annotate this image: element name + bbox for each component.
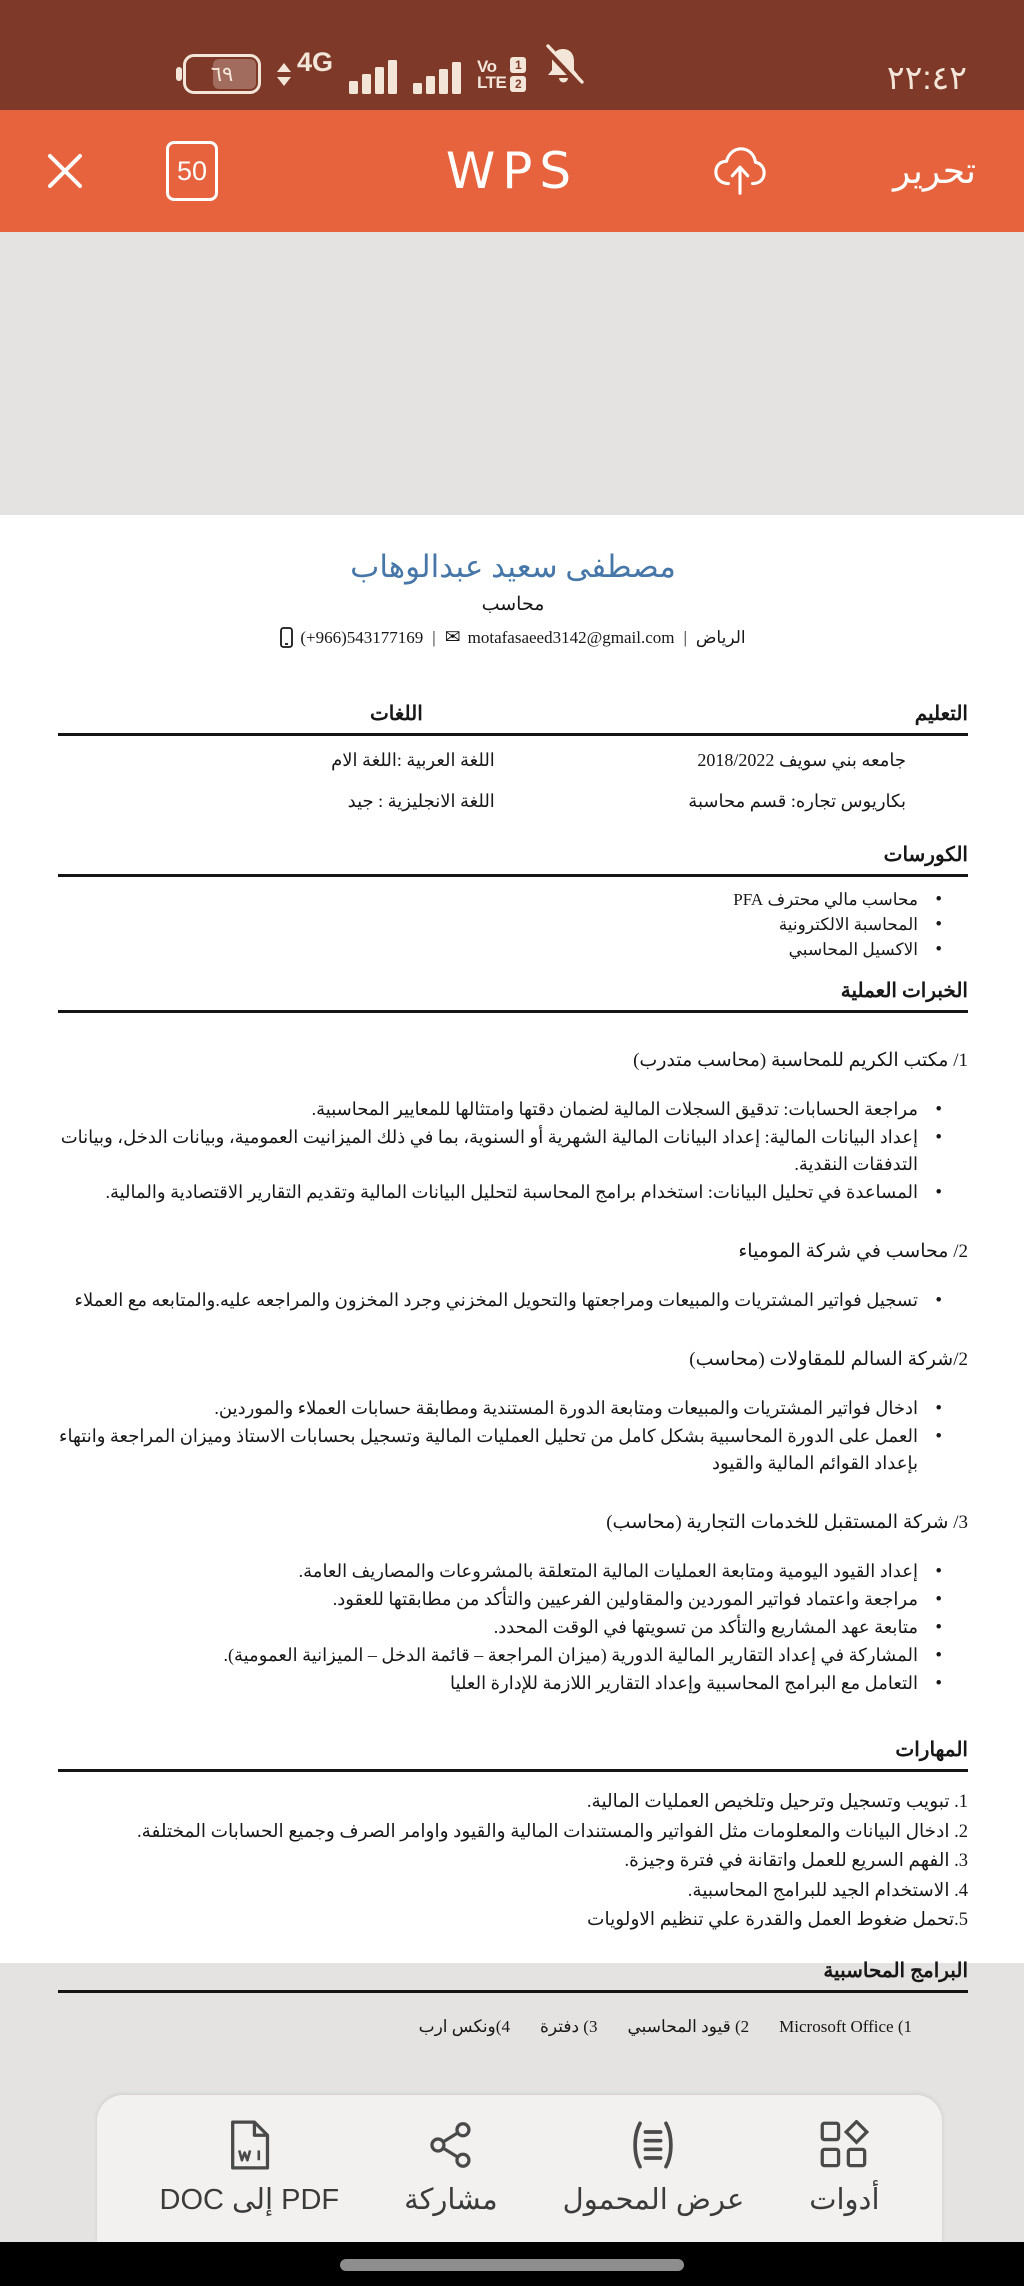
mobile-view-button[interactable] [563,2120,745,2217]
close-button[interactable] [42,148,88,194]
job-title: 1/ مكتب الكريم للمحاسبة (محاسب متدرب) [633,1050,968,1071]
section-heading-skills: المهارات [895,1739,968,1761]
section-heading-languages: اللغات [369,703,423,725]
courses-list [58,887,942,962]
experience-jobs [58,1049,968,1697]
home-indicator[interactable] [340,2259,684,2271]
tools-button[interactable] [809,2120,879,2217]
skill-item: 5.تحمل ضغوط العمل والقدرة علي تنظيم الاولويات [587,1910,968,1930]
bullet-item: • محاسب مالي محترف PFA [58,887,942,912]
share-icon [426,2120,476,2170]
separator: | [683,627,687,647]
separator: | [432,627,436,647]
section-heading-programs: البرامج المحاسبية [823,1959,968,1982]
section-divider [58,874,968,877]
bullet-item: • المحاسبة الالكترونية [58,912,942,937]
share-label: مشاركة [404,2184,498,2216]
skill-item: 3. الفهم السريع للعمل واتقانة في فترة وجيزة. [624,1851,968,1871]
program-item: 1) Microsoft Office [779,2016,912,2036]
close-icon [44,150,86,192]
program-item: 3) دفترة [539,2016,598,2036]
pdf-to-doc-button[interactable] [160,2120,340,2217]
program-item: 4)ونكس ارب [418,2016,510,2036]
education-languages-header [58,701,968,726]
signal-bars-sim1-icon [349,60,397,94]
skills-list [58,1788,968,1936]
wps-app-bar [0,110,1024,232]
mobile-view-label: عرض المحمول [562,2184,745,2216]
volte-line1: Vo [477,57,497,77]
pdf-to-doc-label: PDF إلى DOC [159,2184,340,2216]
contact-email: motafasaeed3142@gmail.com [467,627,675,647]
contact-line [58,626,968,649]
data-transfer-arrows-icon [277,63,291,94]
bullet-item: • المشاركة في إعداد التقارير المالية الدورية (ميزان المراجعة – قائمة الدخل – الميزانية العمومية). [58,1642,942,1669]
resume-job-title: محاسب [481,594,545,615]
edit-button[interactable]: تحرير [892,150,976,191]
bullet-item: • ادخال فواتير المشتريات والمبيعات ومتابعة الدورة المستندية ومطابقة حسابات العملاء والموردين. [58,1395,942,1422]
section-divider [58,1990,968,1993]
tools-label: أدوات [809,2184,880,2216]
volte-line2: LTE [477,72,507,92]
bullet-item: • تسجيل فواتير المشتريات والمبيعات ومراجعتها والتحويل المخزني وجرد المخزون والمراجعه عليه.والمتابعه مع العملاء [58,1287,942,1314]
document-page[interactable] [0,515,1024,2036]
job-title: 2/ محاسب في شركة المومياء [738,1241,968,1262]
signal-bars-sim2-icon [413,62,461,94]
share-button[interactable] [404,2120,498,2217]
bullet-item: • التعامل مع البرامج المحاسبية وإعداد التقارير اللازمة للإدارة العليا [58,1670,942,1697]
skill-item: 1. تبويب وتسجيل وترحيل وتلخيص العمليات المالية. [586,1792,968,1812]
job-duties-list [58,1395,942,1477]
envelope-icon: ✉ [444,627,461,648]
tools-grid-icon [819,2120,869,2170]
section-divider [58,1010,968,1013]
bottom-toolbar [97,2095,942,2242]
bullet-item: • العمل على الدورة المحاسبية بشكل كامل من تحليل العمليات المالية وتسجيل بحسابات الاستاذ وميزان المراجعة وانتهاء بإعداد القوائم المالية والقيود [58,1423,942,1477]
resume-name: مصطفى سعيد عبدالوهاب [350,549,676,584]
status-bar [0,0,1024,110]
bell-muted-icon [542,43,584,94]
job-duties-list [58,1096,942,1206]
language-row: اللغة العربية :اللغة الام [331,750,495,770]
education-row: جامعه بني سويف 2018/2022 [697,750,906,770]
wps-logo: WPS [445,142,579,200]
phone-icon [280,627,293,648]
cloud-upload-icon [712,144,768,198]
programs-line [58,2017,912,2037]
bullet-item: • الاكسيل المحاسبي [58,937,942,962]
bullet-item: • إعداد البيانات المالية: إعداد البيانات المالية الشهرية أو السنوية، بما في ذلك الميزانيت العمومية، وبيانات الدخل، وبيانات التدفقات النقدية. [58,1124,942,1178]
page-count: 50 [176,155,208,186]
language-row: اللغة الانجليزية : جيد [347,791,495,811]
contact-phone: (+966)543177169 [300,627,424,647]
bullet-item: • المساعدة في تحليل البيانات: استخدام برامج المحاسبة لتحليل البيانات المالية وتقديم التقارير الاقتصادية والمالية. [58,1179,942,1206]
education-languages-rows [58,750,968,832]
bullet-item: • متابعة عهد المشاريع والتأكد من تسويتها في الوقت المحدد. [58,1614,942,1641]
sim1-badge: 1 [510,57,526,73]
clock-time: ٢٢:٤٢ [886,59,967,96]
bullet-item: • إعداد القيود اليومية ومتابعة العمليات المالية المتعلقة بالمشروعات والمصاريف العامة. [58,1558,942,1585]
program-item: 2) قيود المحاسبي [627,2016,750,2036]
status-icons [183,43,584,94]
section-heading-education: التعليم [914,703,968,725]
skill-item: 2. ادخال البيانات والمعلومات مثل الفواتير والمستندات المالية والقيود واوامر الصرف وجميع الحسابات المختلفة. [136,1821,968,1842]
bullet-item: • مراجعة واعتماد فواتير الموردين والمقاولين الفرعيين والتأكد من مطابقتها للعقود. [58,1586,942,1613]
pdf-to-doc-icon [226,2120,272,2170]
section-heading-courses: الكورسات [883,844,968,866]
cloud-upload-button[interactable] [712,143,768,199]
page-count-button[interactable] [166,141,218,201]
job-title: 3/ شركة المستقبل للخدمات التجارية (محاسب) [606,1512,968,1533]
contact-city: الرياض [695,627,746,647]
sim2-badge: 2 [510,76,526,92]
battery-level: ٦٩ [210,62,234,86]
system-nav-bar [0,2242,1024,2286]
job-title: 2/شركة السالم للمقاولات (محاسب) [689,1349,968,1370]
mobile-view-icon [627,2120,679,2170]
skill-item: 4. الاستخدام الجيد للبرامج المحاسبية. [687,1880,968,1901]
section-heading-experience: الخبرات العملية [840,980,968,1002]
battery-icon [183,54,261,94]
job-duties-list [58,1287,942,1314]
network-type-label: 4G [297,47,334,77]
bullet-item: • مراجعة الحسابات: تدقيق السجلات المالية لضمان دقتها وامتثالها للمعايير المحاسبية. [58,1096,942,1123]
volte-indicator [477,57,526,94]
section-divider [58,1769,968,1772]
job-duties-list [58,1558,942,1697]
education-row: بكاريوس تجاره: قسم محاسبة [688,791,906,811]
section-divider [58,733,968,736]
